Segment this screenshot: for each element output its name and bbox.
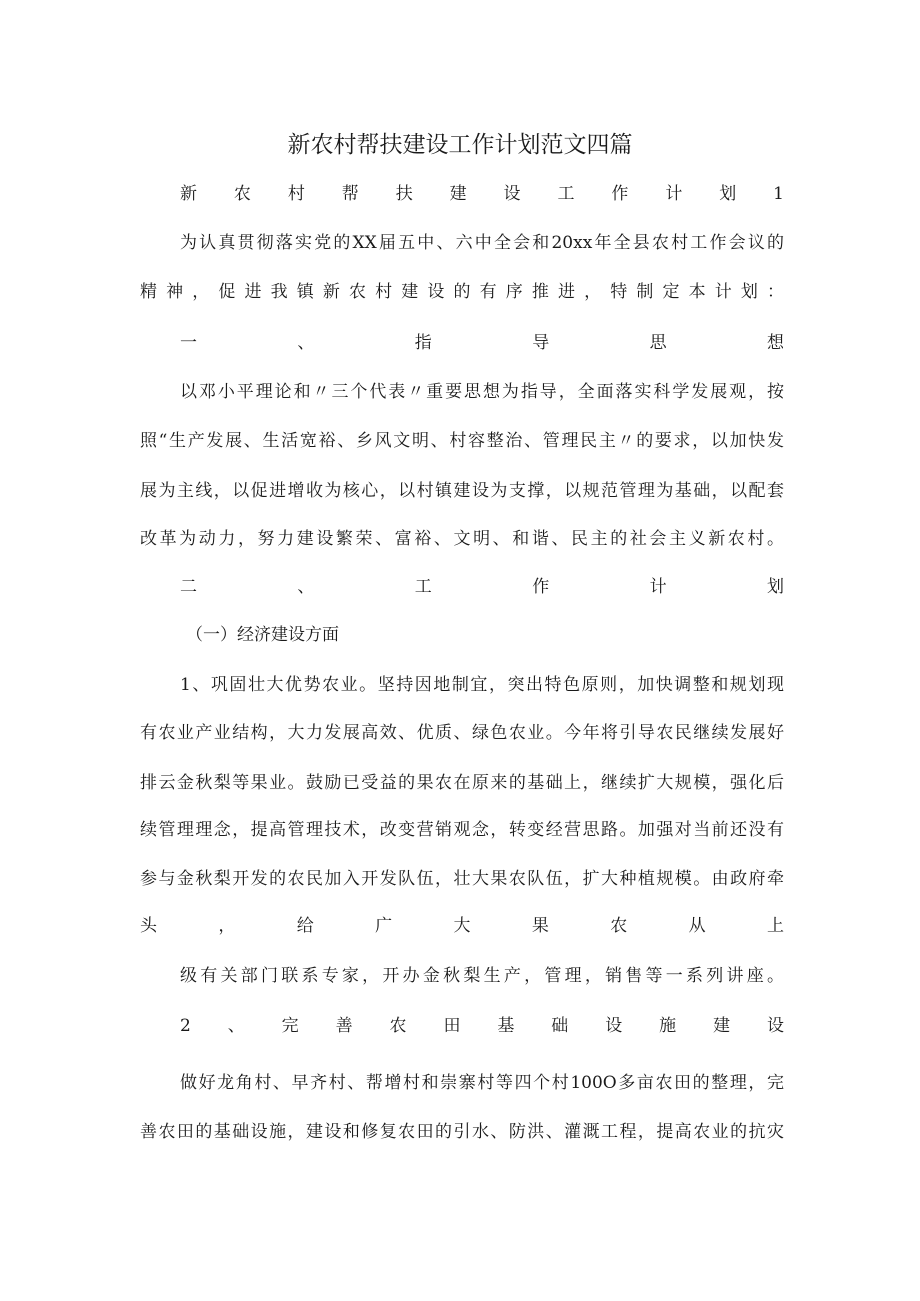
paragraph-line: 以邓小平理论和〃三个代表〃重要思想为指导，全面落实科学发展观，按 <box>180 382 784 402</box>
paragraph-line: 改革为动力，努力建设繁荣、富裕、文明、和谐、民主的社会主义新农村。 <box>140 529 784 549</box>
paragraph-line: 续管理理念，提高管理技术，改变营销观念，转变经营思路。加强对当前还没有 <box>140 820 784 840</box>
paragraph-line: 善农田的基础设施，建设和修复农田的引水、防洪、灌溉工程，提高农业的抗灾 <box>140 1122 784 1142</box>
paragraph-line: 级有关部门联系专家，开办金秋梨生产，管理，销售等一系列讲座。 <box>180 966 784 986</box>
paragraph-line: 照“生产发展、生活宽裕、乡风文明、村容整治、管理民主〃的要求，以加快发 <box>140 431 784 451</box>
paragraph-line: 参与金秋梨开发的农民加入开发队伍，壮大果农队伍，扩大种植规模。由政府牵 <box>140 869 784 889</box>
document-title: 新农村帮扶建设工作计划范文四篇 <box>287 132 633 158</box>
paragraph-line: 为认真贯彻落实党的XX届五中、六中全会和20xx年全县农村工作会议的 <box>180 233 784 253</box>
paragraph-line: 做好龙角村、早齐村、帮增村和崇寨村等四个村100O多亩农田的整理，完 <box>180 1073 784 1093</box>
section-heading: 二、工作计划 <box>180 577 784 597</box>
paragraph-line: 1、巩固壮大优势农业。坚持因地制宜，突出特色原则，加快调整和规划现 <box>180 675 784 695</box>
paragraph-line: 精神，促进我镇新农村建设的有序推进，特制定本计划： <box>140 282 784 302</box>
subsection-heading: （一）经济建设方面 <box>186 625 339 645</box>
section-subtitle: 新农村帮扶建设工作计划1 <box>180 184 784 204</box>
section-heading: 一、指导思想 <box>180 333 784 353</box>
paragraph-line: 有农业产业结构，大力发展高效、优质、绿色农业。今年将引导农民继续发展好 <box>140 723 784 743</box>
section-heading: 2、完善农田基础设施建设 <box>180 1016 784 1036</box>
paragraph-line: 排云金秋梨等果业。鼓励已受益的果农在原来的基础上，继续扩大规模，强化后 <box>140 773 784 793</box>
paragraph-line: 头，给广大果农从上 <box>140 916 784 936</box>
paragraph-line: 展为主线，以促进增收为核心，以村镇建设为支撑，以规范管理为基础，以配套 <box>140 481 784 501</box>
